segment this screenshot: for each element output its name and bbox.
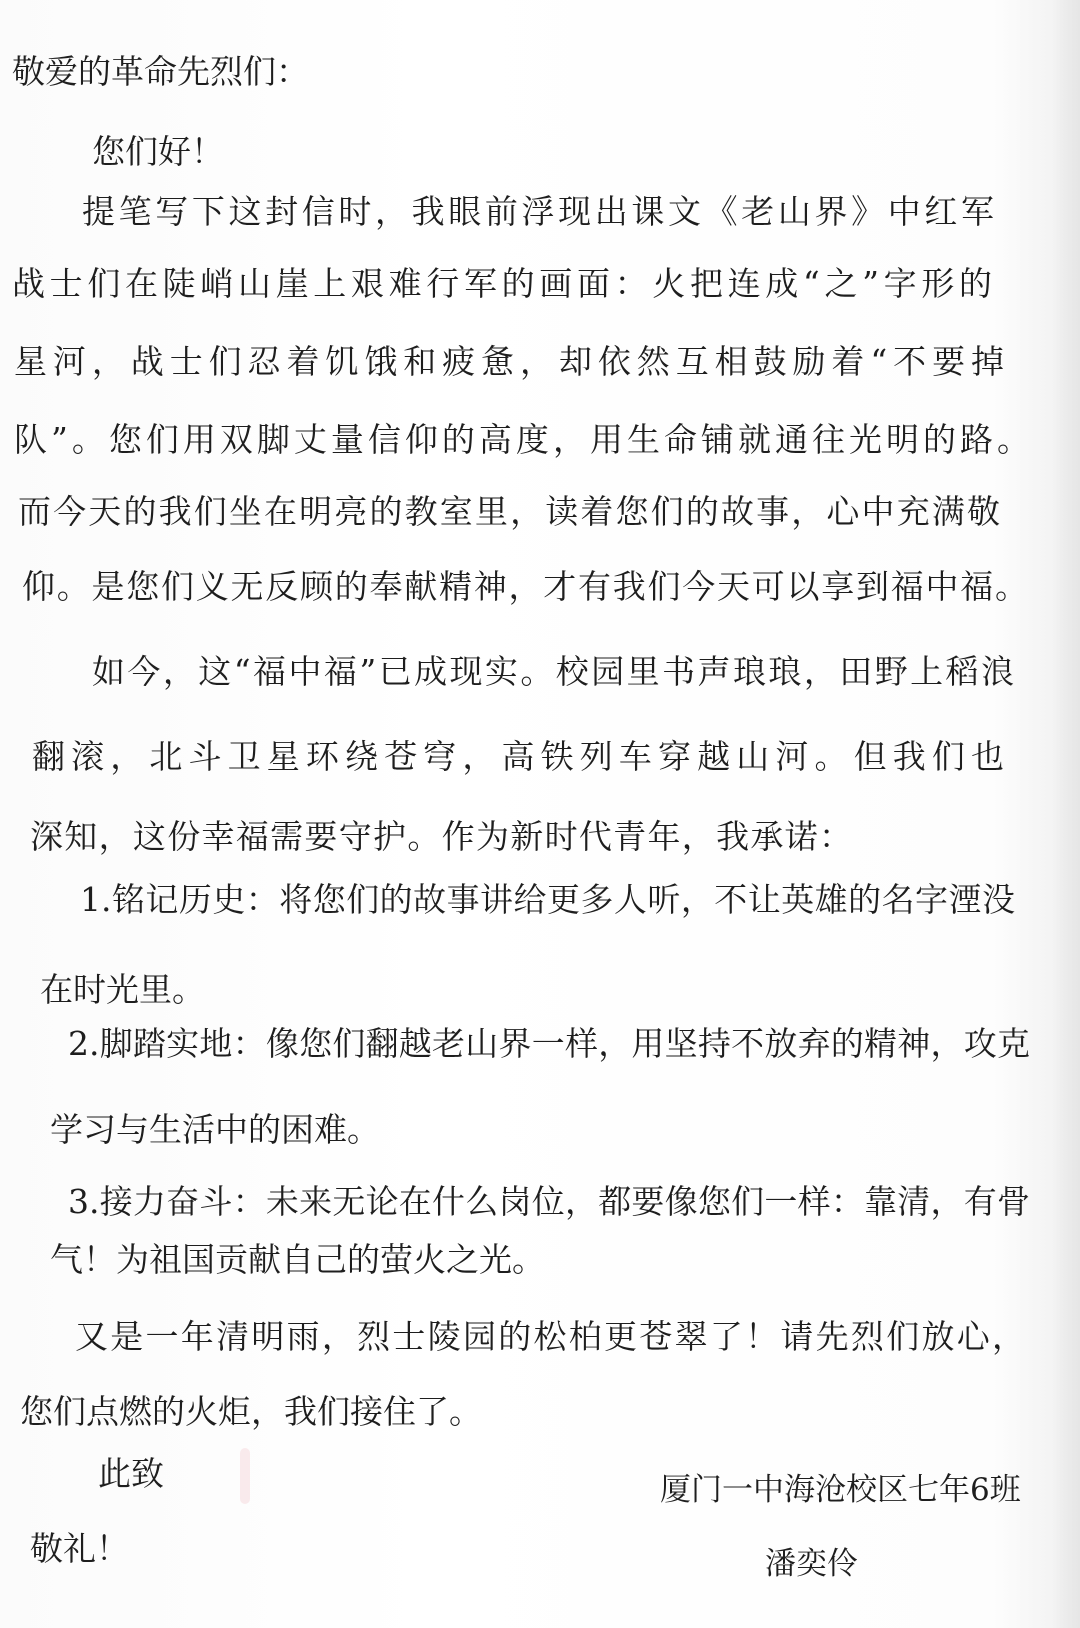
signature-name: 潘奕伶: [765, 1546, 858, 1582]
paper-edge: [1052, 0, 1080, 1628]
letter-line: 仰。是您们义无反顾的奉献精神，才有我们今天可以享到福中福。: [22, 567, 1028, 606]
letter-line: 您们点燃的火炬，我们接住了。: [20, 1392, 482, 1431]
closing: 此致: [98, 1454, 164, 1493]
letter-line: 又是一年清明雨，烈士陵园的松柏更苍翠了！请先烈们放心，: [75, 1317, 1025, 1356]
list-item-3: 3.接力奋斗：未来无论在什么岗位，都要像您们一样：靠清，有骨: [68, 1182, 1030, 1221]
letter-line: 而今天的我们坐在明亮的教室里，读着您们的故事，心中充满敬: [18, 492, 1000, 531]
letter-line: 在时光里。: [40, 970, 205, 1009]
letter-line: 学习与生活中的困难。: [50, 1110, 380, 1149]
letter-line: 星河，战士们忍着饥饿和疲惫，却依然互相鼓励着“不要掉: [14, 342, 1004, 381]
salutation: 敬爱的革命先烈们：: [12, 52, 309, 91]
ink-smudge: [240, 1448, 250, 1504]
letter-line: 队”。您们用双脚丈量信仰的高度，用生命铺就通往光明的路。: [14, 420, 1030, 459]
letter-line: 气！为祖国贡献自己的萤火之光。: [50, 1240, 545, 1279]
letter-line: 提笔写下这封信时，我眼前浮现出课文《老山界》中红军: [82, 192, 994, 231]
letter-line: 翻滚，北斗卫星环绕苍穹，高铁列车穿越山河。但我们也: [32, 737, 1004, 776]
letter-line: 如今，这“福中福”已成现实。校园里书声琅琅，田野上稻浪: [92, 652, 1014, 691]
regards: 敬礼！: [30, 1529, 129, 1568]
letter-line: 深知，这份幸福需要守护。作为新时代青年，我承诺：: [30, 817, 852, 856]
list-item-2: 2.脚踏实地：像您们翻越老山界一样，用坚持不放弃的精神，攻克: [68, 1024, 1030, 1063]
list-item-1: 1.铭记历史：将您们的故事讲给更多人听，不让英雄的名字湮没: [80, 880, 1015, 919]
letter-line: 战士们在陡峭山崖上艰难行军的画面：火把连成“之”字形的: [12, 264, 992, 303]
signature-school-class: 厦门一中海沧校区七年6班: [660, 1472, 1021, 1508]
greeting: 您们好！: [92, 132, 224, 171]
